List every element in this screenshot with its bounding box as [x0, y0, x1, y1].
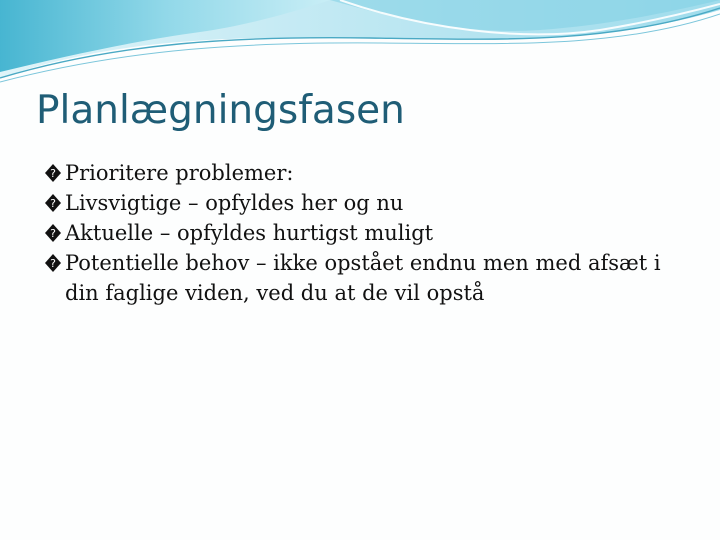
- bullet-item: [44, 158, 684, 188]
- header-wave-decoration: [0, 0, 720, 90]
- svg-text:?: ?: [50, 257, 56, 270]
- replacement-character-icon: [44, 193, 62, 213]
- bullet-item: [44, 218, 684, 248]
- slide-title: Planlægningsfasen: [36, 88, 405, 133]
- replacement-character-icon: [44, 163, 62, 183]
- replacement-character-icon: [44, 253, 62, 273]
- replacement-character-icon: [44, 223, 62, 243]
- svg-text:?: ?: [50, 227, 56, 240]
- svg-text:?: ?: [50, 197, 56, 210]
- svg-text:?: ?: [50, 167, 56, 180]
- bullet-text: Livsvigtige – opfyldes her og nu: [65, 191, 404, 215]
- bullet-text: Potentielle behov – ikke opstået endnu men med afsæt i din faglige viden, ved du at de vil opstå: [65, 251, 661, 305]
- bullet-text: Prioritere problemer:: [65, 161, 294, 185]
- bullet-item: [44, 248, 684, 308]
- bullet-list: [44, 158, 684, 308]
- bullet-item: [44, 188, 684, 218]
- bullet-text: Aktuelle – opfyldes hurtigst muligt: [65, 221, 434, 245]
